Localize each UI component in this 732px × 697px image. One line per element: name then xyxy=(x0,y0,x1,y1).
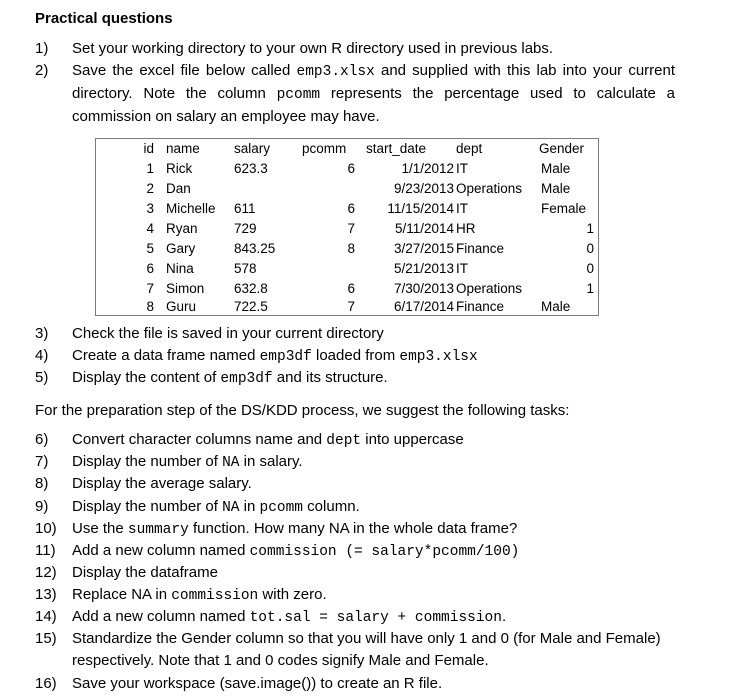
question-text: Display the dataframe xyxy=(72,564,218,581)
question-13 xyxy=(35,584,675,607)
header-gender: Gender xyxy=(539,141,585,156)
table-row xyxy=(96,179,598,199)
question-number: 3) xyxy=(35,325,49,342)
section-intro: For the preparation step of the DS/KDD process, we suggest the following tasks: xyxy=(35,402,570,419)
cell-start-date: 5/21/2013 xyxy=(393,261,454,276)
header-salary: salary xyxy=(234,141,271,156)
question-15 xyxy=(35,628,675,672)
question-12 xyxy=(35,562,675,584)
table-row xyxy=(96,239,598,259)
header-start-date: start_date xyxy=(366,141,427,156)
cell-gender: 0 xyxy=(586,241,594,256)
question-2 xyxy=(35,60,675,128)
cell-id: 6 xyxy=(146,261,154,276)
cell-salary: 623.3 xyxy=(234,161,268,176)
cell-start-date: 9/23/2013 xyxy=(393,181,454,196)
question-text: Standardize the Gender column so that you will have only 1 and 0 (for Male and Female) respectively. Note that 1 and 0 codes signify Male and Female. xyxy=(72,630,661,669)
cell-id: 2 xyxy=(146,181,154,196)
cell-dept: Finance xyxy=(456,241,505,256)
cell-start-date: 5/11/2014 xyxy=(394,221,454,236)
cell-name: Dan xyxy=(166,181,191,196)
cell-gender: 0 xyxy=(586,261,594,276)
cell-start-date: 7/30/2013 xyxy=(393,281,454,296)
question-number: 9) xyxy=(35,498,49,515)
header-pcomm: pcomm xyxy=(302,141,347,156)
question-number: 7) xyxy=(35,453,49,470)
cell-name: Gary xyxy=(166,241,196,256)
cell-salary: 843.25 xyxy=(234,241,276,256)
question-9 xyxy=(35,496,675,519)
question-text: Display the number of NA in salary. xyxy=(72,453,303,471)
cell-salary: 722.5 xyxy=(234,299,268,314)
cell-gender: 1 xyxy=(586,281,594,296)
table-row xyxy=(96,219,598,239)
question-14 xyxy=(35,606,675,629)
question-text: Save your workspace (save.image()) to create an R file. xyxy=(72,675,443,692)
table-row xyxy=(96,159,598,179)
question-number: 4) xyxy=(35,347,49,364)
question-text: Display the average salary. xyxy=(72,475,252,492)
question-number: 12) xyxy=(35,564,57,581)
cell-name: Ryan xyxy=(166,221,198,236)
question-number: 8) xyxy=(35,475,49,492)
question-6 xyxy=(35,429,675,452)
question-text: Convert character columns name and dept into uppercase xyxy=(72,431,464,449)
cell-pcomm: 6 xyxy=(347,161,355,176)
cell-gender: Male xyxy=(541,181,571,196)
question-7 xyxy=(35,451,675,474)
cell-gender: Female xyxy=(541,201,587,216)
employee-table xyxy=(95,138,599,316)
question-number: 15) xyxy=(35,630,57,647)
code-column: pcomm xyxy=(276,87,321,103)
cell-id: 5 xyxy=(146,241,154,256)
cell-id: 7 xyxy=(146,281,154,296)
question-8 xyxy=(35,473,675,495)
cell-salary: 632.8 xyxy=(234,281,268,296)
question-1 xyxy=(35,38,675,60)
table-header-row xyxy=(96,139,598,159)
cell-id: 3 xyxy=(146,201,154,216)
header-id: id xyxy=(143,141,154,156)
cell-name: Michelle xyxy=(166,201,216,216)
question-5 xyxy=(35,367,675,390)
question-16 xyxy=(35,673,675,695)
question-number: 14) xyxy=(35,608,57,625)
question-text: Add a new column named commission (= salary*pcomm/100) xyxy=(72,542,520,560)
question-4 xyxy=(35,345,675,368)
cell-start-date: 3/27/2015 xyxy=(393,241,454,256)
question-11 xyxy=(35,540,675,563)
cell-name: Rick xyxy=(166,161,193,176)
table-row xyxy=(96,199,598,219)
cell-pcomm: 6 xyxy=(347,281,355,296)
header-name: name xyxy=(166,141,200,156)
question-number: 5) xyxy=(35,369,49,386)
question-text: Display the content of emp3df and its structure. xyxy=(72,369,388,387)
cell-name: Guru xyxy=(166,299,197,314)
cell-id: 8 xyxy=(146,299,154,314)
cell-name: Simon xyxy=(166,281,205,296)
question-10 xyxy=(35,518,675,541)
question-text: Use the summary function. How many NA in the whole data frame? xyxy=(72,520,518,538)
cell-pcomm: 6 xyxy=(347,201,355,216)
question-number: 16) xyxy=(35,675,57,692)
cell-name: Nina xyxy=(166,261,194,276)
cell-salary: 578 xyxy=(234,261,257,276)
cell-pcomm: 7 xyxy=(347,299,355,314)
question-3 xyxy=(35,323,675,345)
table-row xyxy=(96,279,598,299)
cell-id: 4 xyxy=(146,221,154,236)
question-text: Create a data frame named emp3df loaded from emp3.xlsx xyxy=(72,347,478,365)
cell-dept: Finance xyxy=(456,299,505,314)
cell-start-date: 1/1/2012 xyxy=(401,161,454,176)
cell-gender: Male xyxy=(541,161,571,176)
cell-pcomm: 7 xyxy=(347,221,355,236)
cell-salary: 611 xyxy=(234,201,256,216)
question-number: 10) xyxy=(35,520,57,537)
question-text: Add a new column named tot.sal = salary + commission. xyxy=(72,608,507,626)
cell-gender: Male xyxy=(541,299,571,314)
question-number: 11) xyxy=(35,542,56,559)
question-text: Set your working directory to your own R directory used in previous labs. xyxy=(72,40,554,57)
cell-pcomm: 8 xyxy=(347,241,355,256)
cell-dept: IT xyxy=(456,201,468,216)
question-number: 13) xyxy=(35,586,57,603)
cell-gender: 1 xyxy=(586,221,594,236)
header-dept: dept xyxy=(456,141,483,156)
code-filename: emp3.xlsx xyxy=(296,64,375,80)
cell-dept: IT xyxy=(456,161,468,176)
question-number: 1) xyxy=(35,40,49,57)
cell-dept: Operations xyxy=(456,181,523,196)
question-text: Display the number of NA in pcomm column. xyxy=(72,498,360,516)
question-text: Save the excel file below called emp3.xlsx and supplied with this lab into your current directory. Note the column pcomm represents the percentage used to calculate a commission on salary an employee may have. xyxy=(72,62,676,125)
question-text: Replace NA in commission with zero. xyxy=(72,586,327,604)
table-row xyxy=(96,297,598,317)
cell-dept: HR xyxy=(456,221,476,236)
cell-start-date: 6/17/2014 xyxy=(393,299,454,314)
cell-salary: 729 xyxy=(234,221,257,236)
cell-id: 1 xyxy=(146,161,154,176)
question-number: 2) xyxy=(35,62,49,79)
section-title: Practical questions xyxy=(35,10,173,27)
cell-dept: IT xyxy=(456,261,468,276)
question-text: Check the file is saved in your current directory xyxy=(72,325,384,342)
question-number: 6) xyxy=(35,431,49,448)
table-row xyxy=(96,259,598,279)
cell-dept: Operations xyxy=(456,281,523,296)
cell-start-date: 11/15/2014 xyxy=(387,201,454,216)
